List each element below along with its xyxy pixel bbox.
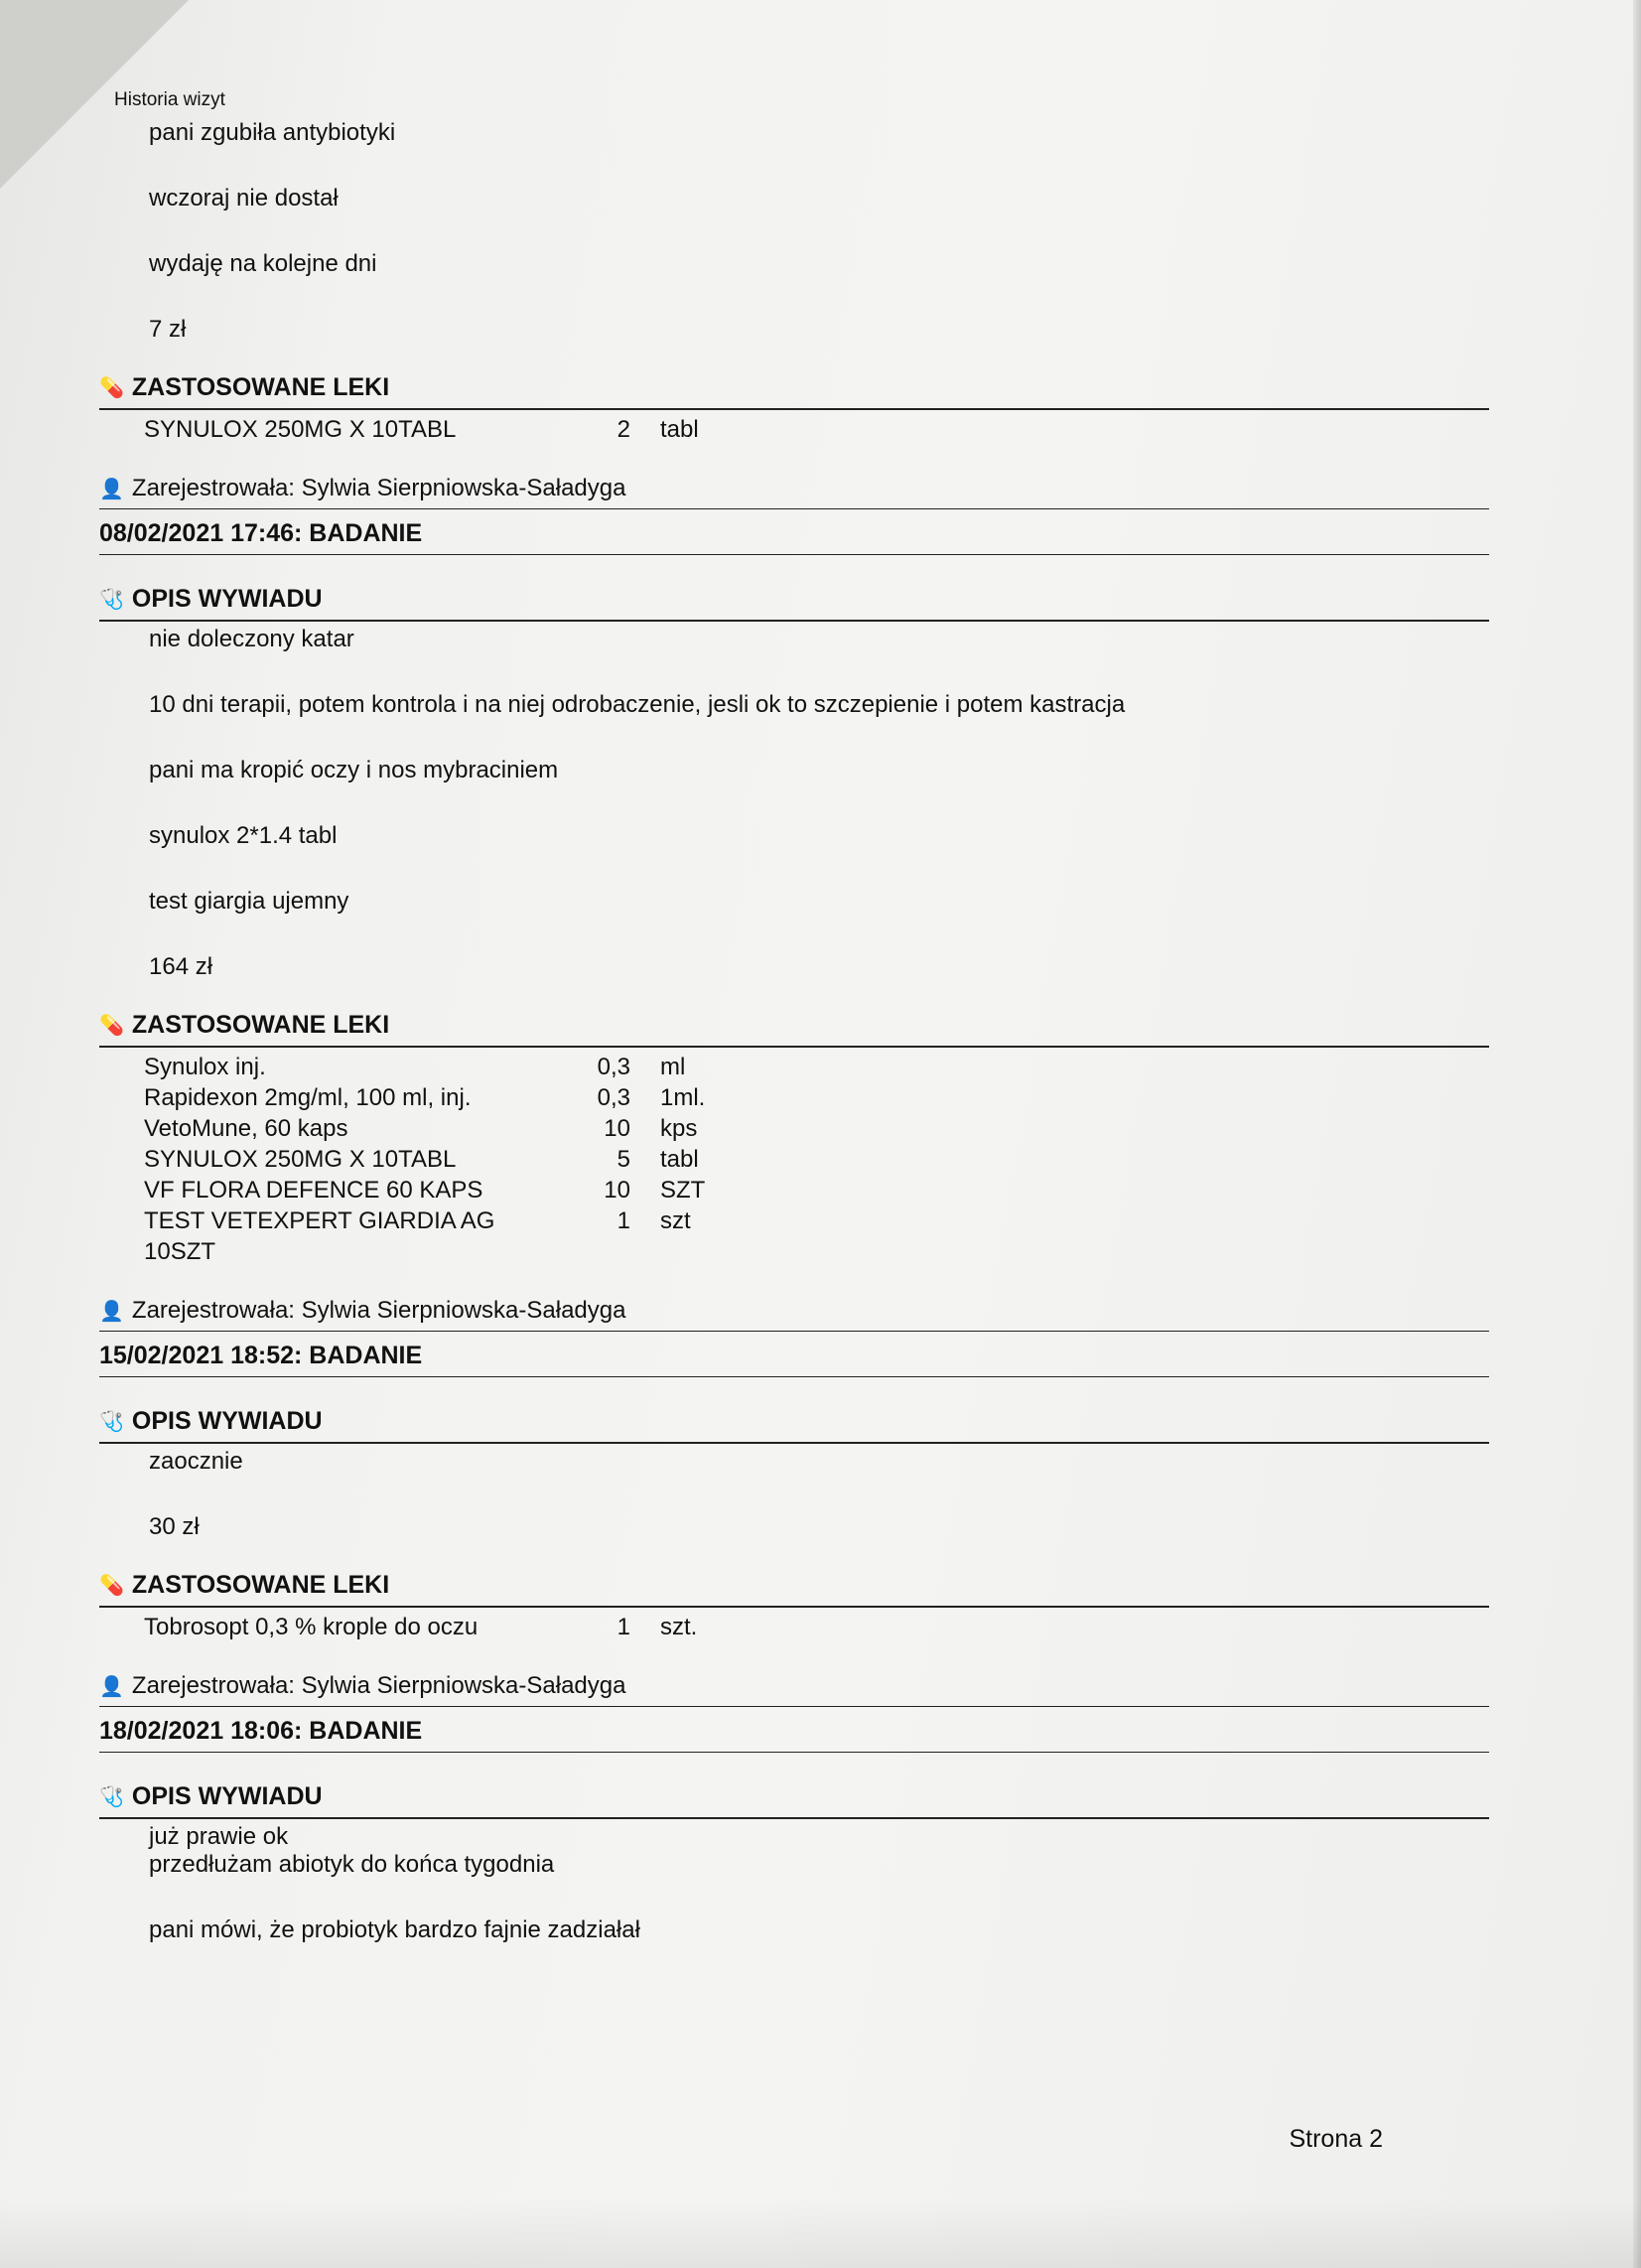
intro-line: 7 zł [149, 316, 187, 343]
med-unit: ml [660, 1054, 686, 1080]
doctor-icon: 🩺 [99, 1786, 124, 1808]
doctor-icon: 🩺 [99, 1411, 124, 1433]
section-meds-heading [99, 1571, 1489, 1600]
med-unit: SZT [660, 1177, 706, 1204]
med-row [144, 414, 1489, 445]
page-edge [1633, 0, 1641, 2268]
person-icon: 👤 [99, 1300, 124, 1323]
med-name: Rapidexon 2mg/ml, 100 ml, inj. [144, 1084, 472, 1111]
section-opis-heading [99, 585, 1489, 614]
section-opis-heading [99, 1407, 1489, 1436]
doctor-icon: 🩺 [99, 589, 124, 611]
med-name: Tobrosopt 0,3 % krople do oczu [144, 1614, 479, 1640]
divider [99, 508, 1489, 509]
registered-text: Zarejestrowała: Sylwia Sierpniowska-Saładyga [131, 475, 626, 501]
med-row [144, 1144, 1489, 1175]
med-qty: 1 [616, 1207, 630, 1234]
visit-line: 30 zł [149, 1513, 200, 1540]
divider [99, 408, 1489, 410]
med-name: VF FLORA DEFENCE 60 KAPS [144, 1177, 483, 1204]
divider [99, 554, 1489, 555]
med-qty: 0,3 [597, 1084, 630, 1111]
med-unit: 1ml. [660, 1084, 706, 1111]
visit-title: 08/02/2021 17:46: BADANIE [99, 519, 423, 547]
person-icon: 👤 [99, 478, 124, 500]
registered-text: Zarejestrowała: Sylwia Sierpniowska-Saładyga [131, 1297, 626, 1324]
divider [99, 1752, 1489, 1753]
intro-line: wczoraj nie dostał [149, 185, 339, 212]
visit-title: 18/02/2021 18:06: BADANIE [99, 1717, 423, 1745]
divider [99, 1046, 1489, 1048]
registered-by [99, 1297, 1489, 1325]
person-icon: 👤 [99, 1675, 124, 1698]
divider [99, 1817, 1489, 1819]
med-row [144, 1052, 1489, 1082]
visit-line: test giargia ujemny [149, 888, 349, 915]
intro-line: wydaję na kolejne dni [149, 250, 377, 277]
visit-line: zaocznie [149, 1448, 243, 1475]
divider [99, 1442, 1489, 1444]
section-title: OPIS WYWIADU [131, 1782, 323, 1810]
med-row [144, 1205, 1489, 1267]
registered-text: Zarejestrowała: Sylwia Sierpniowska-Saładyga [131, 1672, 626, 1699]
registered-by [99, 475, 1489, 502]
pill-icon: 💊 [99, 1575, 124, 1597]
pill-icon: 💊 [99, 1015, 124, 1037]
med-name: TEST VETEXPERT GIARDIA AG 10SZT [144, 1207, 495, 1265]
med-name: VetoMune, 60 kaps [144, 1115, 348, 1142]
visit-line: przedłużam abiotyk do końca tygodnia [149, 1851, 555, 1878]
document-content [99, 89, 1489, 2224]
visit-line: 10 dni terapii, potem kontrola i na niej odrobaczenie, jesli ok to szczepienie i potem kastracja [149, 691, 1126, 718]
section-opis-heading [99, 1782, 1489, 1811]
med-qty: 1 [616, 1614, 630, 1640]
divider [99, 1606, 1489, 1608]
visit-line: 164 zł [149, 953, 213, 980]
med-qty: 5 [616, 1146, 630, 1173]
med-row [144, 1113, 1489, 1144]
section-title: OPIS WYWIADU [131, 1407, 323, 1435]
med-row [144, 1175, 1489, 1205]
section-title: OPIS WYWIADU [131, 585, 323, 613]
visit-line: synulox 2*1.4 tabl [149, 822, 338, 849]
visit-title: 15/02/2021 18:52: BADANIE [99, 1342, 423, 1369]
med-unit: szt. [660, 1614, 698, 1640]
med-qty: 10 [604, 1177, 630, 1204]
visit-line: pani mówi, że probiotyk bardzo fajnie zadziałał [149, 1916, 640, 1943]
pill-icon: 💊 [99, 377, 124, 399]
med-name: SYNULOX 250MG X 10TABL [144, 1146, 457, 1173]
section-title: ZASTOSOWANE LEKI [131, 1571, 390, 1599]
intro-line: pani zgubiła antybiotyki [149, 119, 396, 146]
section-meds-heading [99, 373, 1489, 402]
divider [99, 1706, 1489, 1707]
page-header: Historia wizyt [114, 89, 225, 110]
section-meds-heading [99, 1011, 1489, 1040]
med-unit: tabl [660, 1146, 699, 1173]
visit-line: nie doleczony katar [149, 626, 354, 652]
page-number: Strona 2 [1289, 2125, 1383, 2153]
divider [99, 620, 1489, 622]
med-unit: tabl [660, 416, 699, 443]
med-qty: 0,3 [597, 1054, 630, 1080]
med-name: SYNULOX 250MG X 10TABL [144, 416, 457, 443]
section-title: ZASTOSOWANE LEKI [131, 373, 390, 401]
med-qty: 2 [616, 416, 630, 443]
visit-line: pani ma kropić oczy i nos mybraciniem [149, 757, 559, 783]
med-unit: szt [660, 1207, 691, 1234]
visit-line: już prawie ok [149, 1823, 289, 1850]
registered-by [99, 1672, 1489, 1700]
med-row [144, 1082, 1489, 1113]
section-title: ZASTOSOWANE LEKI [131, 1011, 390, 1039]
med-qty: 10 [604, 1115, 630, 1142]
med-unit: kps [660, 1115, 698, 1142]
med-name: Synulox inj. [144, 1054, 266, 1080]
divider [99, 1376, 1489, 1377]
med-row [144, 1612, 1489, 1642]
divider [99, 1331, 1489, 1332]
